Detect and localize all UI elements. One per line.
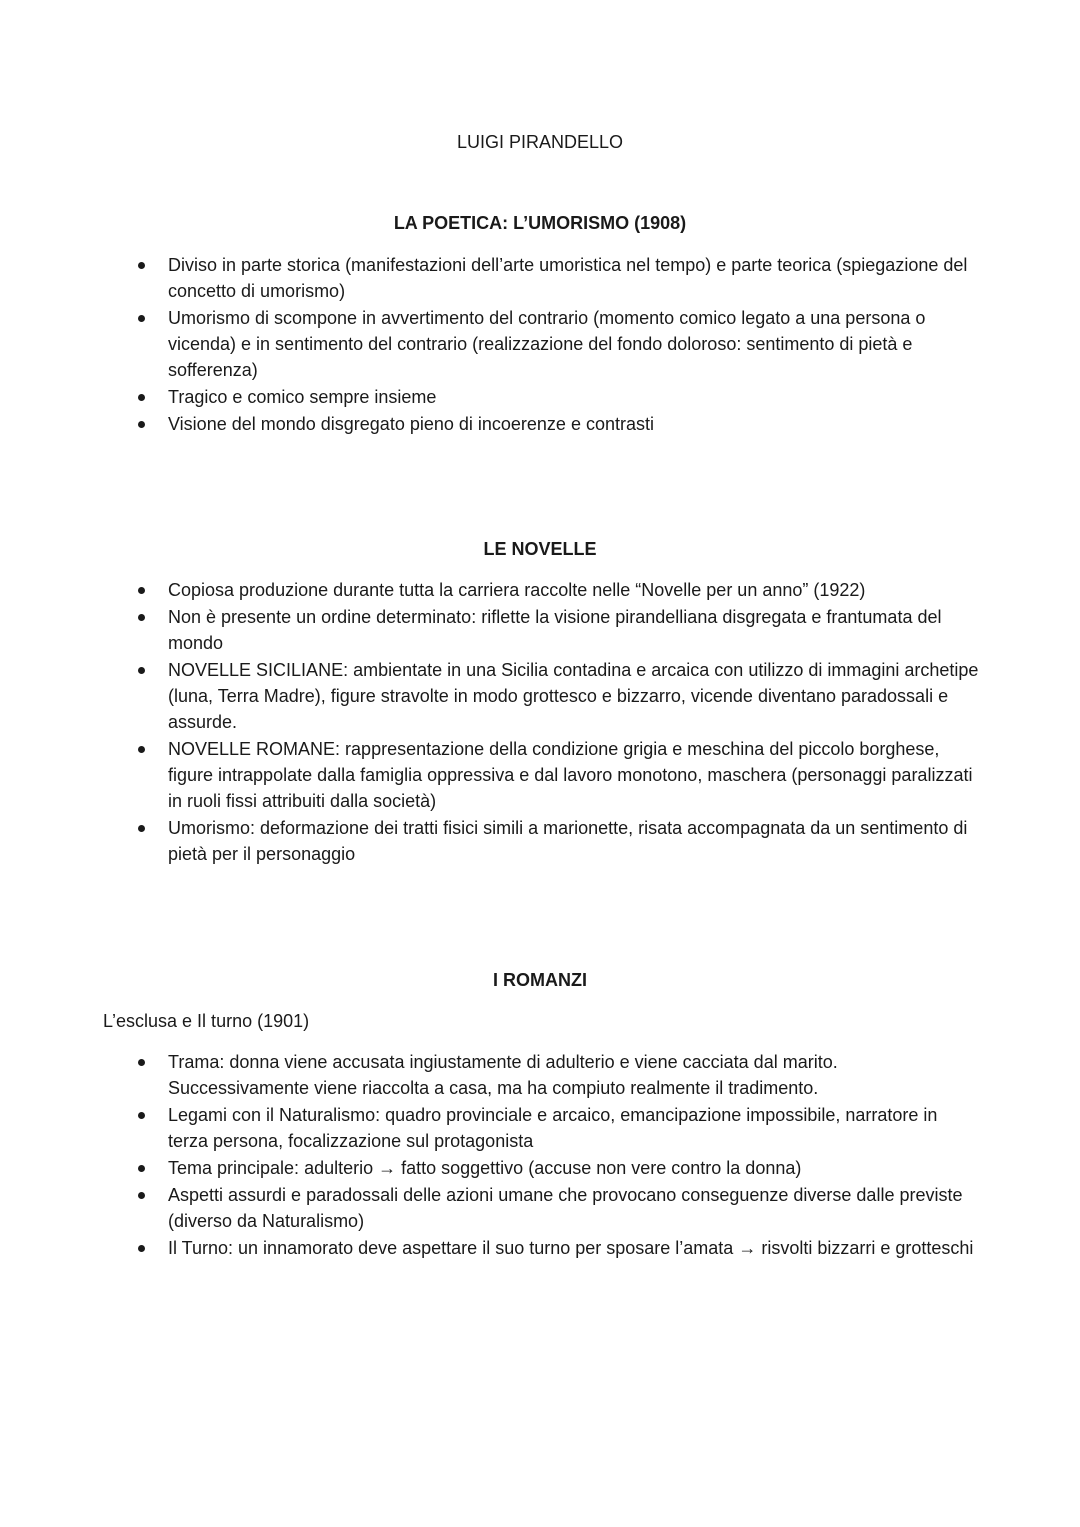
list-item-text: Tragico e comico sempre insieme — [168, 387, 437, 407]
list-item — [0, 305, 1080, 383]
list-item-text: Tema principale: adulterio → fatto soggettivo (accuse non vere contro la donna) — [168, 1158, 802, 1178]
bullet-icon — [138, 262, 145, 269]
list-item-text: Umorismo: deformazione dei tratti fisici simili a marionette, risata accompagnata da un sentimento di pietà per il personaggio — [168, 818, 968, 864]
section-heading-poetica: LA POETICA: L’UMORISMO (1908) — [393, 213, 687, 233]
list-item-text: Aspetti assurdi e paradossali delle azioni umane che provocano conseguenze diverse dalle previste (diverso da Naturalismo) — [168, 1185, 963, 1231]
list-item — [0, 252, 1080, 304]
bullet-icon — [138, 394, 145, 401]
bullet-icon — [138, 1165, 145, 1172]
bullet-list-romanzi — [0, 1049, 1080, 1262]
page-title: LUIGI PIRANDELLO — [456, 132, 624, 152]
list-item — [0, 411, 1080, 437]
bullet-icon — [138, 825, 145, 832]
bullet-icon — [138, 421, 145, 428]
bullet-icon — [138, 1192, 145, 1199]
list-item — [0, 1155, 1080, 1181]
bullet-icon — [138, 1245, 145, 1252]
section-heading-romanzi: I ROMANZI — [493, 970, 587, 990]
list-item — [0, 815, 1080, 867]
list-item-text: Legami con il Naturalismo: quadro provinciale e arcaico, emancipazione impossibile, narratore in terza persona, focalizzazione sul protagonista — [168, 1105, 938, 1151]
list-item — [0, 384, 1080, 410]
list-item — [0, 1102, 1080, 1154]
list-item — [0, 657, 1080, 735]
list-item — [0, 604, 1080, 656]
bullet-icon — [138, 1059, 145, 1066]
list-item-text: Trama: donna viene accusata ingiustamente di adulterio e viene cacciata dal marito. Successivamente viene riaccolta a casa, ma ha compiuto realmente il tradimento. — [168, 1052, 838, 1098]
list-item — [0, 736, 1080, 814]
list-item — [0, 1182, 1080, 1234]
list-item — [0, 1049, 1080, 1101]
bullet-list-novelle — [0, 577, 1080, 868]
section-heading-novelle: LE NOVELLE — [483, 539, 597, 559]
bullet-icon — [138, 614, 145, 621]
list-item-text: Il Turno: un innamorato deve aspettare il suo turno per sposare l’amata → risvolti bizzarri e grotteschi — [168, 1238, 974, 1258]
list-item-text: NOVELLE ROMANE: rappresentazione della condizione grigia e meschina del piccolo borghese, figure intrappolate dalla famiglia oppressiva e dal lavoro monotono, maschera (personaggi paralizzati in ruoli fissi attribuiti dalla società) — [168, 739, 973, 811]
subheading-esclusa-turno: L’esclusa e Il turno (1901) — [103, 1011, 310, 1031]
list-item-text: Copiosa produzione durante tutta la carriera raccolte nelle “Novelle per un anno” (1922) — [168, 580, 866, 600]
list-item-text: Visione del mondo disgregato pieno di incoerenze e contrasti — [168, 414, 654, 434]
bullet-icon — [138, 667, 145, 674]
list-item — [0, 577, 1080, 603]
list-item-text: Umorismo di scompone in avvertimento del contrario (momento comico legato a una persona o vicenda) e in sentimento del contrario (realizzazione del fondo doloroso: sentimento di pietà e sofferenza) — [168, 308, 926, 380]
bullet-icon — [138, 315, 145, 322]
list-item-text: Non è presente un ordine determinato: riflette la visione pirandelliana disgregata e frantumata del mondo — [168, 607, 942, 653]
list-item — [0, 1235, 1080, 1261]
bullet-list-poetica — [0, 252, 1080, 438]
list-item-text: NOVELLE SICILIANE: ambientate in una Sicilia contadina e arcaica con utilizzo di immagini archetipe (luna, Terra Madre), figure stravolte in modo grottesco e bizzarro, vicende diventano paradossali e assurde. — [168, 660, 979, 732]
bullet-icon — [138, 1112, 145, 1119]
bullet-icon — [138, 746, 145, 753]
list-item-text: Diviso in parte storica (manifestazioni dell’arte umoristica nel tempo) e parte teorica (spiegazione del concetto di umorismo) — [168, 255, 968, 301]
bullet-icon — [138, 587, 145, 594]
